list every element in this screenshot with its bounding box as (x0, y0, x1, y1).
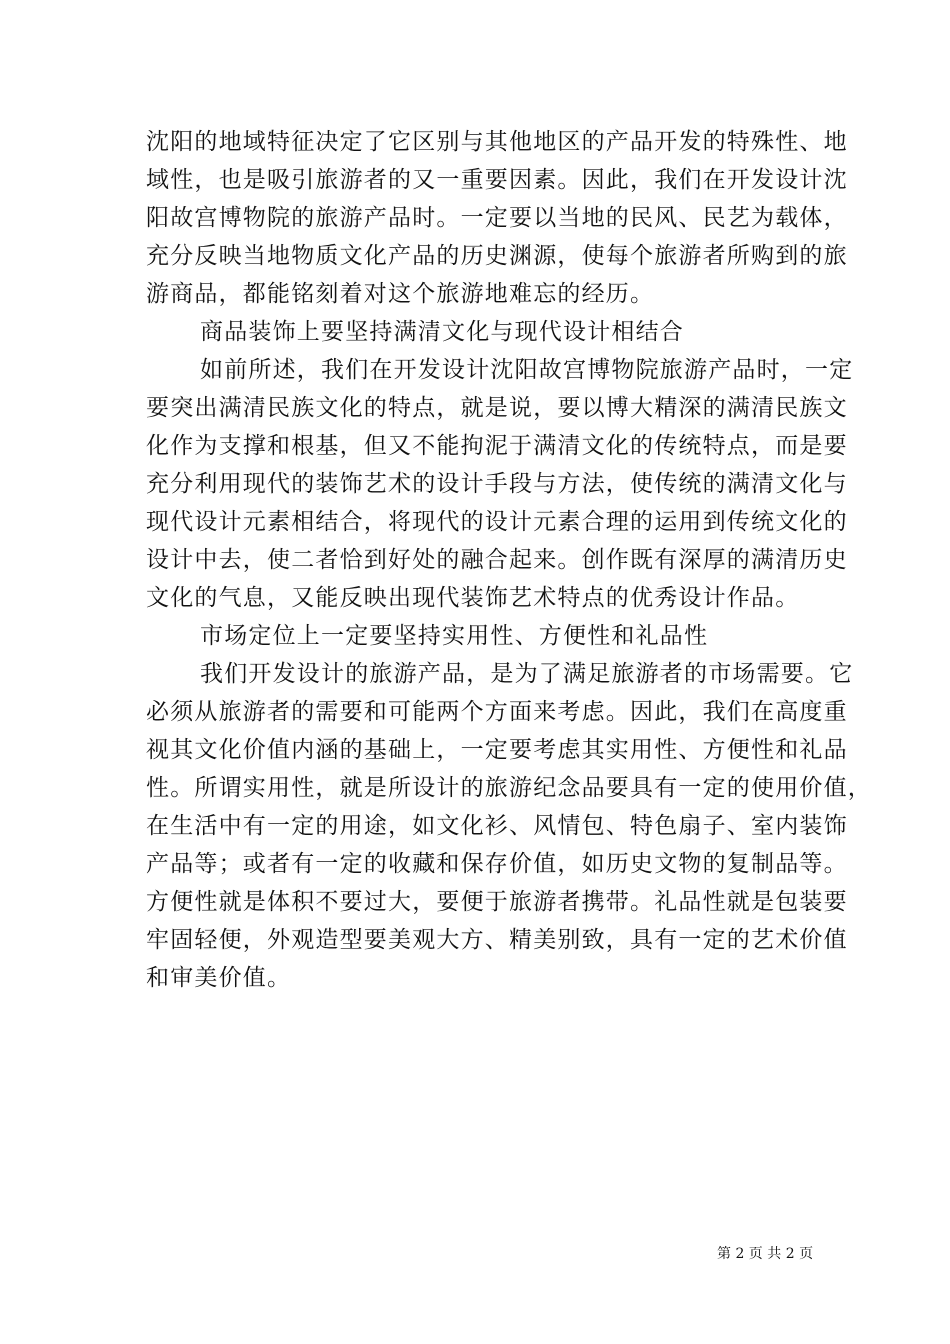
text-line: 游商品，都能铭刻着对这个旅游地难忘的经历。 (146, 281, 655, 307)
text-line: 如前所述，我们在开发设计沈阳故宫博物院旅游产品时，一定 (200, 357, 854, 383)
text-line: 视其文化价值内涵的基础上，一定要考虑其实用性、方便性和礼品 (146, 737, 848, 763)
text-line: 充分反映当地物质文化产品的历史渊源，使每个旅游者所购到的旅 (146, 243, 848, 269)
text-line: 必须从旅游者的需要和可能两个方面来考虑。因此，我们在高度重 (146, 699, 848, 725)
text-line: 要突出满清民族文化的特点，就是说，要以博大精深的满清民族文 (146, 395, 848, 421)
text-line: 沈阳的地域特征决定了它区别与其他地区的产品开发的特殊性、地 (146, 129, 848, 155)
text-line: 化作为支撑和根基，但又不能拘泥于满清文化的传统特点，而是要 (146, 433, 848, 459)
text-line: 牢固轻便，外观造型要美观大方、精美别致，具有一定的艺术价值 (146, 927, 848, 953)
text-line: 文化的气息，又能反映出现代装饰艺术特点的优秀设计作品。 (146, 585, 800, 611)
text-line: 方便性就是体积不要过大，要便于旅游者携带。礼品性就是包装要 (146, 889, 848, 915)
text-line: 性。所谓实用性，就是所设计的旅游纪念品要具有一定的使用价值， (146, 775, 872, 801)
text-line: 设计中去，使二者恰到好处的融合起来。创作既有深厚的满清历史 (146, 547, 848, 573)
text-line: 产品等；或者有一定的收藏和保存价值，如历史文物的复制品等。 (146, 851, 848, 877)
text-line: 充分利用现代的装饰艺术的设计手段与方法，使传统的满清文化与 (146, 471, 848, 497)
text-line: 和审美价值。 (146, 965, 292, 991)
text-line: 我们开发设计的旅游产品，是为了满足旅游者的市场需要。它 (200, 661, 854, 687)
text-line: 阳故宫博物院的旅游产品时。一定要以当地的民风、民艺为载体， (146, 205, 848, 231)
page-number: 第 2 页 共 2 页 (717, 1246, 814, 1262)
section-heading: 市场定位上一定要坚持实用性、方便性和礼品性 (200, 623, 709, 649)
section-heading: 商品装饰上要坚持满清文化与现代设计相结合 (200, 319, 684, 345)
text-line: 域性，也是吸引旅游者的又一重要因素。因此，我们在开发设计沈 (146, 167, 848, 193)
text-line: 现代设计元素相结合，将现代的设计元素合理的运用到传统文化的 (146, 509, 848, 535)
text-line: 在生活中有一定的用途，如文化衫、风情包、特色扇子、室内装饰 (146, 813, 848, 839)
